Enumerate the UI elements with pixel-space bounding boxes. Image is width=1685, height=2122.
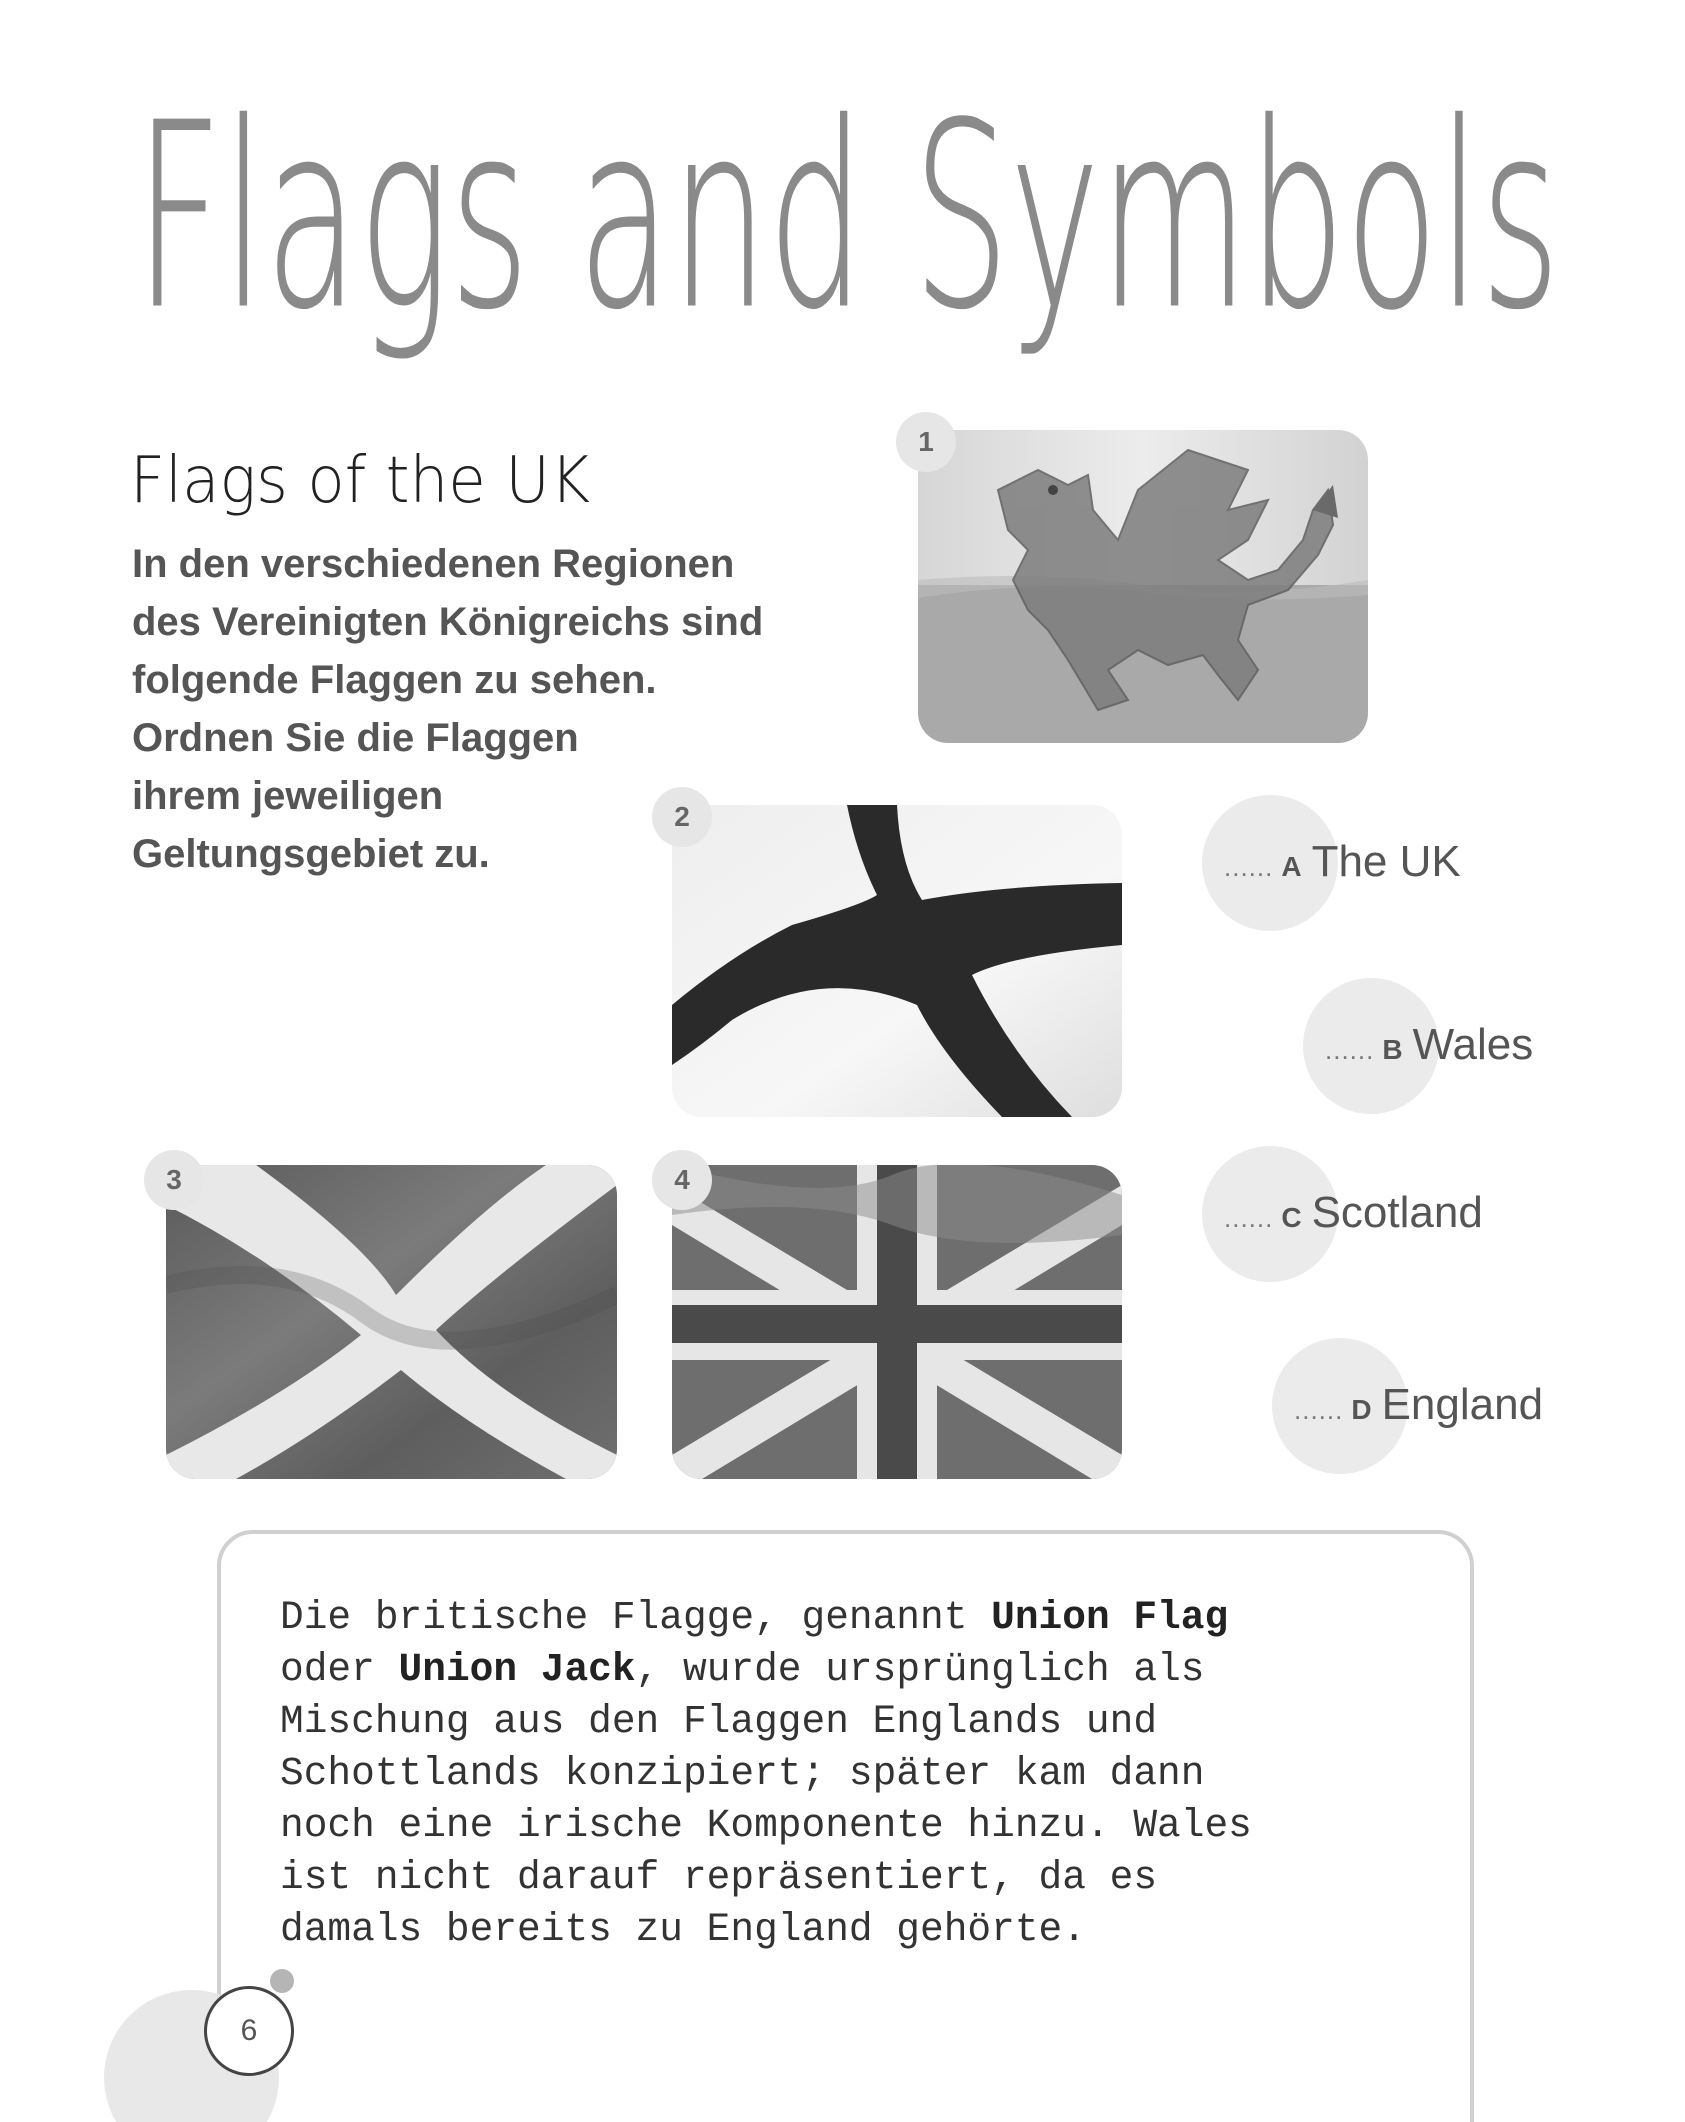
answer-blank[interactable]: ...... (1224, 852, 1274, 882)
option-label: Scotland (1311, 1188, 1483, 1237)
flag-number-badge: 4 (652, 1150, 712, 1210)
option-label: England (1381, 1380, 1544, 1429)
instruction-line: ihrem jeweiligen (132, 774, 444, 818)
flag-number-badge: 1 (896, 412, 956, 472)
option-label: Wales (1412, 1020, 1534, 1069)
instruction-line: In den verschiedenen Regionen (132, 542, 735, 586)
instruction-line: des Vereinigten Königreichs sind (132, 600, 764, 644)
union-jack-flag-icon (672, 1165, 1122, 1479)
info-text-part: , wurde ursprünglich als Mischung aus den Flaggen Englands und Schottlands konzipiert; später kam dann noch eine irische Komponente hinzu. Wales ist nicht darauf repräsentiert, da es damals bereits zu England gehörte. (280, 1647, 1252, 1952)
welsh-dragon-flag-icon (918, 430, 1368, 743)
page-number-dot (270, 1969, 294, 1993)
answer-blank[interactable]: ...... (1325, 1035, 1375, 1065)
info-text (280, 1592, 1430, 1956)
instruction-line: Geltungsgebiet zu. (132, 832, 490, 876)
flag-number-badge: 3 (144, 1150, 204, 1210)
option-letter: D (1351, 1394, 1372, 1425)
info-text-bold: Union Flag (991, 1595, 1229, 1640)
instruction-line: folgende Flaggen zu sehen. (132, 658, 657, 702)
section-title (130, 430, 730, 530)
info-text-bold: Union Jack (398, 1647, 636, 1692)
info-text-part: Die britische Flagge, genannt (280, 1595, 992, 1640)
option-letter: A (1281, 851, 1302, 882)
instruction-line: Ordnen Sie die Flaggen (132, 716, 579, 760)
option-letter: B (1382, 1034, 1403, 1065)
page-number: 6 (204, 1986, 294, 2076)
option-label: The UK (1311, 837, 1461, 886)
info-text-part: oder (280, 1647, 375, 1692)
answer-blank[interactable]: ...... (1294, 1395, 1344, 1425)
page-title (135, 70, 1565, 400)
flag-number-badge: 2 (652, 787, 712, 847)
page-title-text: Flags and Symbols (135, 70, 1560, 366)
section-title-text: Flags of the UK (130, 444, 591, 518)
option-letter: C (1281, 1202, 1302, 1233)
st-george-cross-flag-icon (672, 805, 1122, 1117)
answer-blank[interactable]: ...... (1224, 1203, 1274, 1233)
saltire-flag-icon (166, 1165, 617, 1479)
